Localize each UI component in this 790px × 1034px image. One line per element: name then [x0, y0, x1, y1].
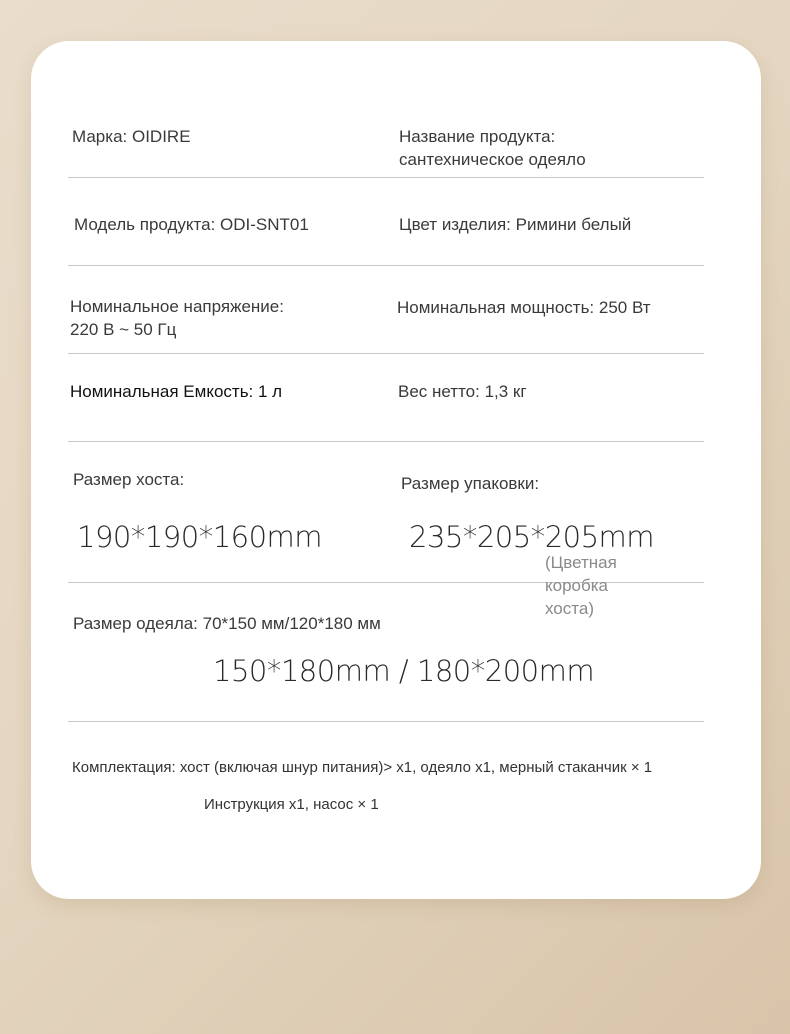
- divider: [68, 353, 704, 354]
- voltage-value: 220 В ~ 50 Гц: [70, 320, 177, 339]
- blanket-size-value: 150*180mm / 180*200mm: [213, 654, 595, 688]
- divider: [68, 721, 704, 722]
- host-size-value: 190*190*160mm: [77, 520, 323, 554]
- contents-line-2: Инструкция x1, насос × 1: [204, 796, 379, 813]
- package-size-value: 235*205*205mm: [409, 520, 655, 554]
- voltage-label: Номинальное напряжение:: [70, 297, 284, 316]
- brand-text: Марка: OIDIRE: [72, 127, 191, 146]
- divider: [68, 265, 704, 266]
- capacity-text: Номинальная Емкость: 1 л: [70, 382, 283, 401]
- product-name-value: сантехническое одеяло: [399, 150, 586, 169]
- color-text: Цвет изделия: Римини белый: [399, 215, 632, 234]
- package-size-label: Размер упаковки:: [401, 474, 540, 493]
- power-text: Номинальная мощность: 250 Вт: [397, 298, 651, 317]
- divider: [68, 177, 704, 178]
- weight-text: Вес нетто: 1,3 кг: [398, 382, 527, 401]
- host-size-label: Размер хоста:: [73, 470, 185, 489]
- package-note: (Цветная коробка хоста): [545, 553, 617, 618]
- blanket-size-label: Размер одеяла: 70*150 мм/120*180 мм: [73, 614, 381, 633]
- model-text: Модель продукта: ODI-SNT01: [74, 215, 309, 234]
- contents-line-1: Комплектация: хост (включая шнур питания)> x1, одеяло x1, мерный стаканчик × 1: [72, 759, 653, 776]
- product-name-label: Название продукта:: [399, 127, 556, 146]
- divider: [68, 441, 704, 442]
